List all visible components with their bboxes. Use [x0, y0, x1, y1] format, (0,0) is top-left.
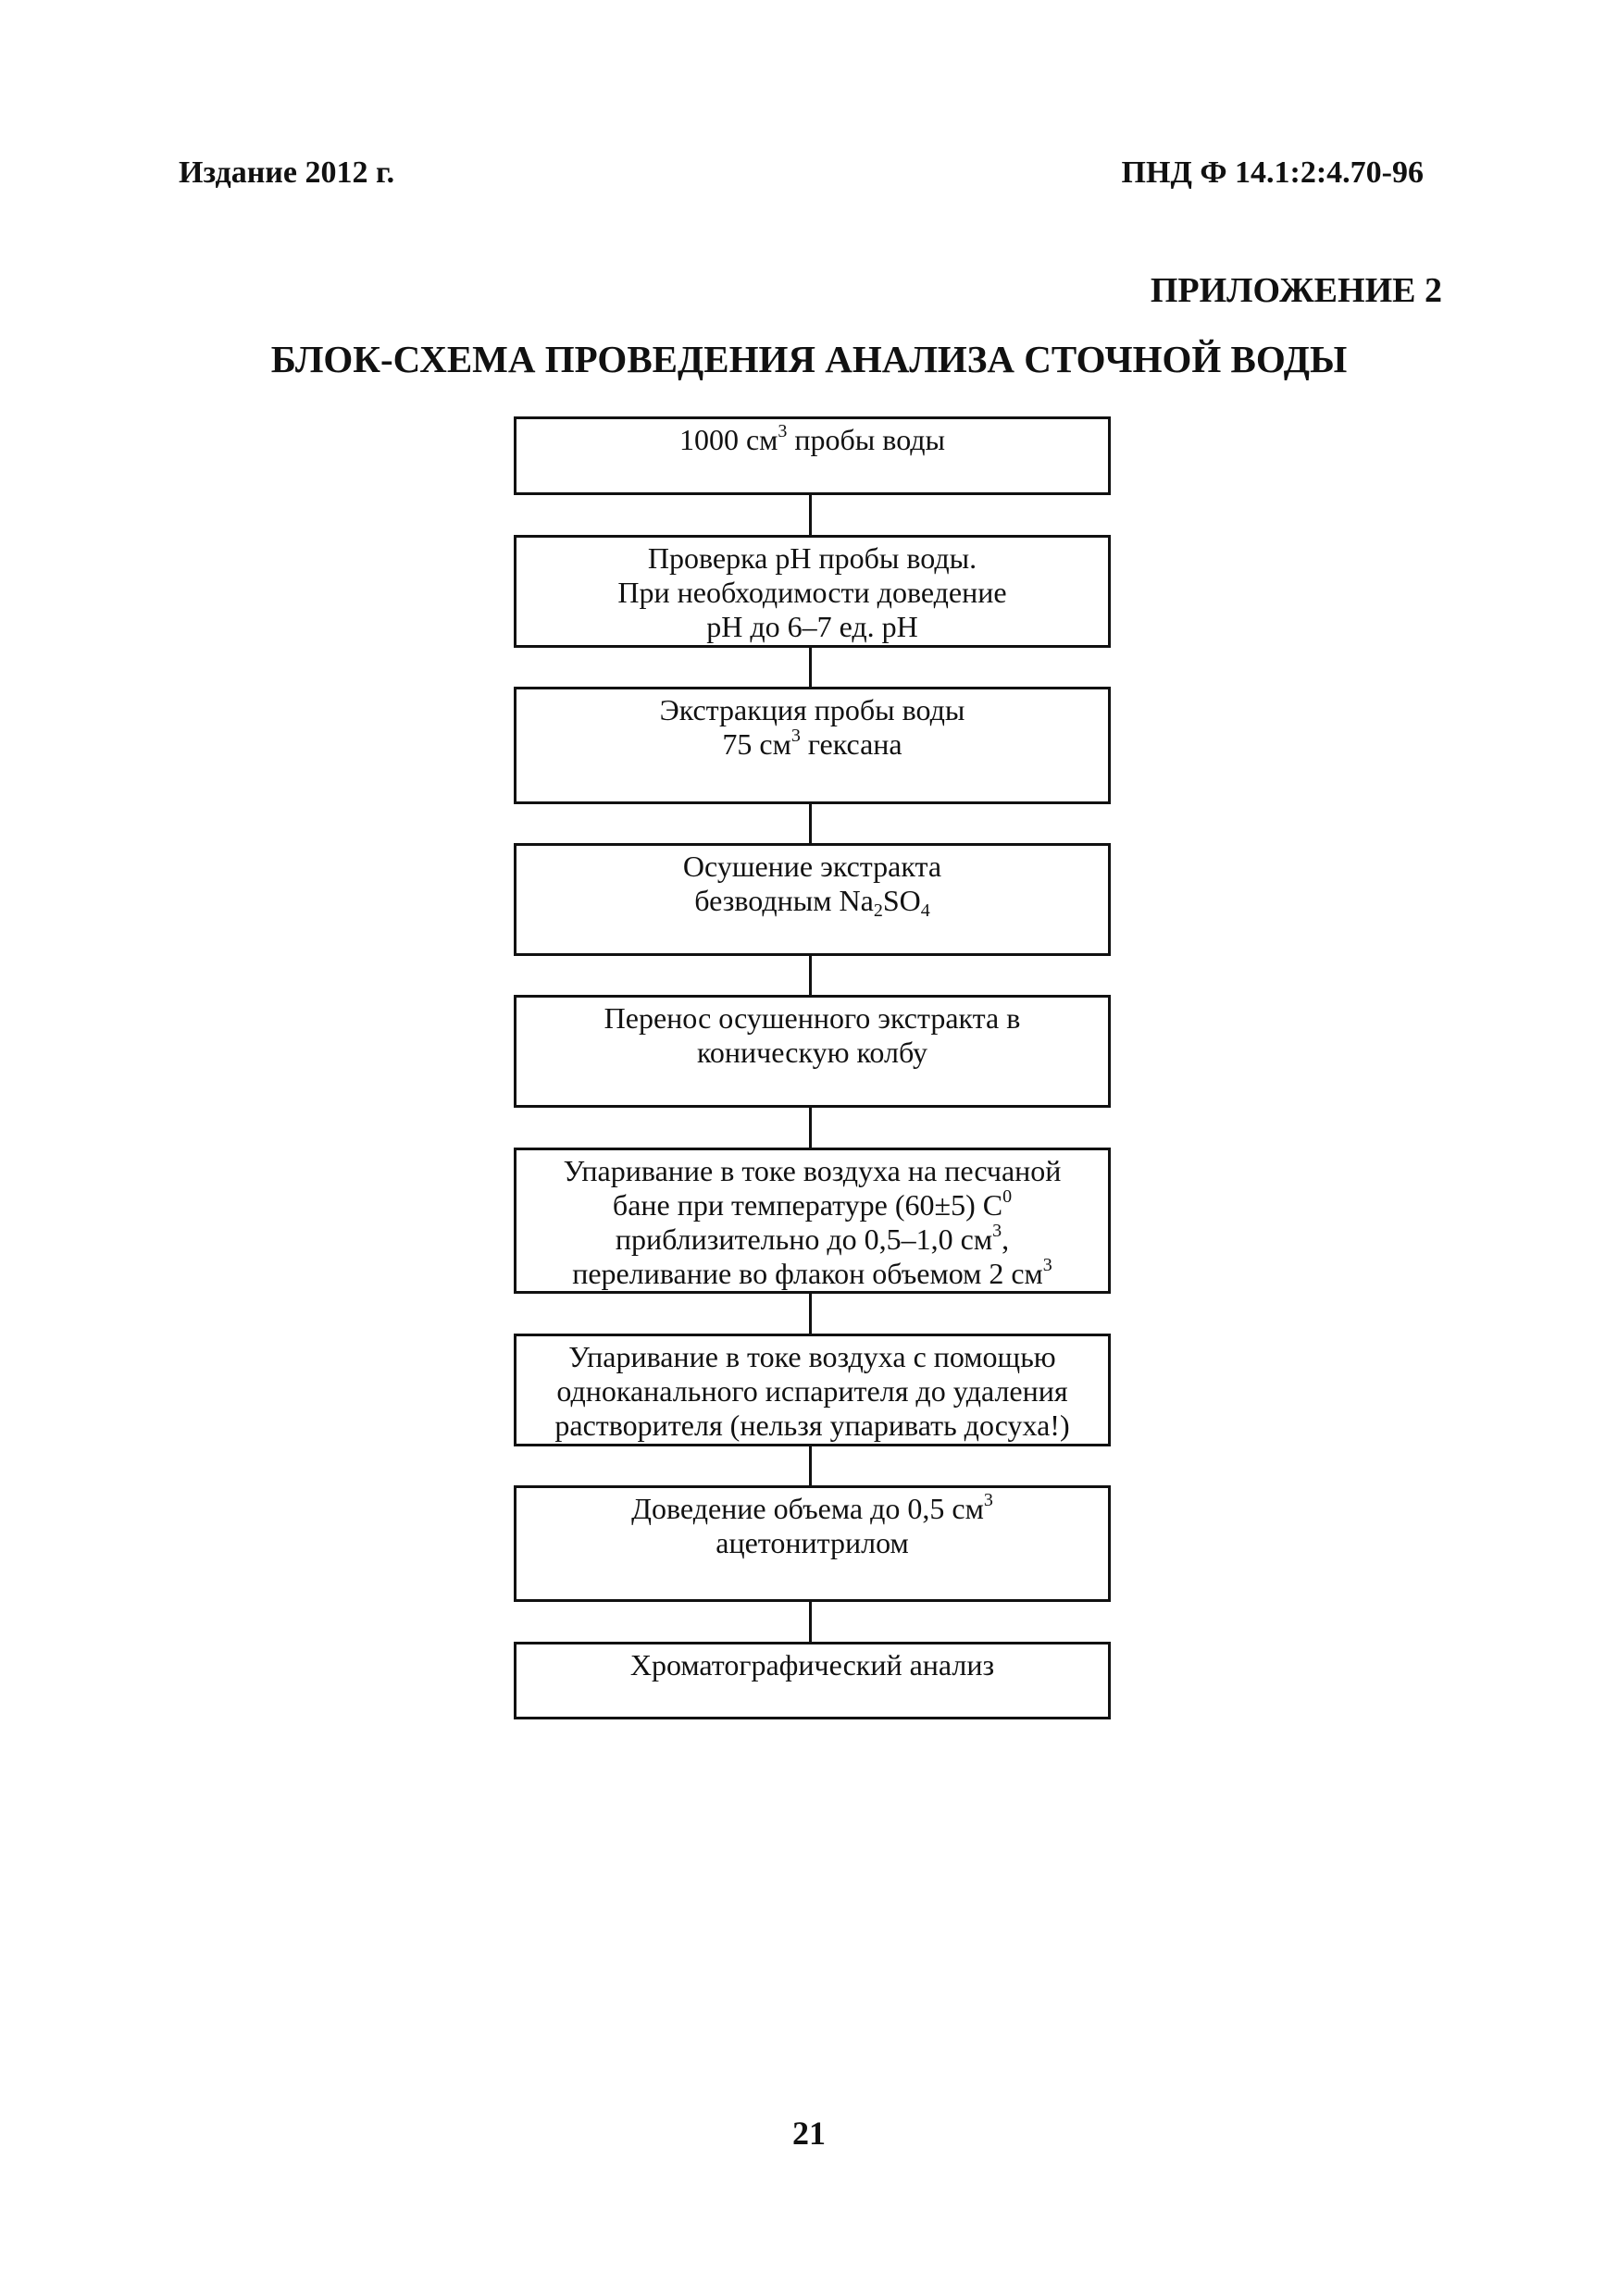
flow-step-transfer — [514, 995, 1111, 1108]
connector-line — [809, 648, 812, 687]
step-text: коническую колбу — [697, 1036, 927, 1069]
flow-step-sample — [514, 416, 1111, 495]
flow-step-evaporation-evaporator — [514, 1334, 1111, 1446]
flow-step-volume-adjustment — [514, 1485, 1111, 1602]
connector-line — [809, 1294, 812, 1334]
step-text: приблизительно до 0,5–1,0 $см^3$, — [615, 1221, 1010, 1256]
step-text: растворителя (нельзя упаривать досуха!) — [554, 1409, 1070, 1442]
connector-line — [809, 495, 812, 535]
step-text: 1000 $см^3$ пробы воды — [678, 421, 946, 456]
connector-line — [809, 1602, 812, 1642]
appendix-label: ПРИЛОЖЕНИЕ 2 — [1150, 271, 1442, 310]
flow-step-evaporation-sand-bath — [514, 1148, 1111, 1294]
step-text: Осушение экстракта — [682, 850, 942, 883]
step-text: одноканального испарителя до удаления — [556, 1374, 1068, 1408]
flow-step-ph-check — [514, 535, 1111, 648]
step-text: переливание во флакон объемом 2 $см^3$ — [572, 1255, 1052, 1290]
document-number: ПНД Ф 14.1:2:4.70-96 — [1121, 155, 1424, 190]
step-text: Хроматографический анализ — [629, 1648, 995, 1682]
page-number: 21 — [792, 2115, 826, 2152]
flow-step-extraction — [514, 687, 1111, 804]
step-text: бане при температуре (60±5) $С^0$ — [612, 1186, 1013, 1222]
connector-line — [809, 956, 812, 995]
connector-line — [809, 1446, 812, 1485]
step-text: Доведение объема до 0,5 $см^3$ — [631, 1490, 993, 1525]
flow-step-chromatography — [514, 1642, 1111, 1719]
page-title: БЛОК-СХЕМА ПРОВЕДЕНИЯ АНАЛИЗА СТОЧНОЙ ВОДЫ — [270, 338, 1348, 380]
step-text: Экстракция пробы воды — [659, 693, 965, 726]
step-text: рН до 6–7 ед. рН — [706, 610, 918, 643]
step-text: безводным $Na_2SO_4$ — [694, 884, 930, 921]
step-text: Перенос осушенного экстракта в — [604, 1001, 1021, 1035]
edition-label: Издание 2012 г. — [179, 155, 395, 190]
flow-step-drying — [514, 843, 1111, 956]
step-text: Упаривание в токе воздуха с помощью — [568, 1340, 1056, 1373]
step-text: При необходимости доведение — [617, 576, 1007, 609]
step-text: 75 $см^3$ гексана — [722, 726, 902, 761]
step-text: ацетонитрилом — [716, 1526, 909, 1559]
step-text: Упаривание в токе воздуха на песчаной — [563, 1154, 1062, 1187]
connector-line — [809, 1108, 812, 1148]
connector-line — [809, 804, 812, 843]
step-text: Проверка рН пробы воды. — [647, 541, 977, 575]
